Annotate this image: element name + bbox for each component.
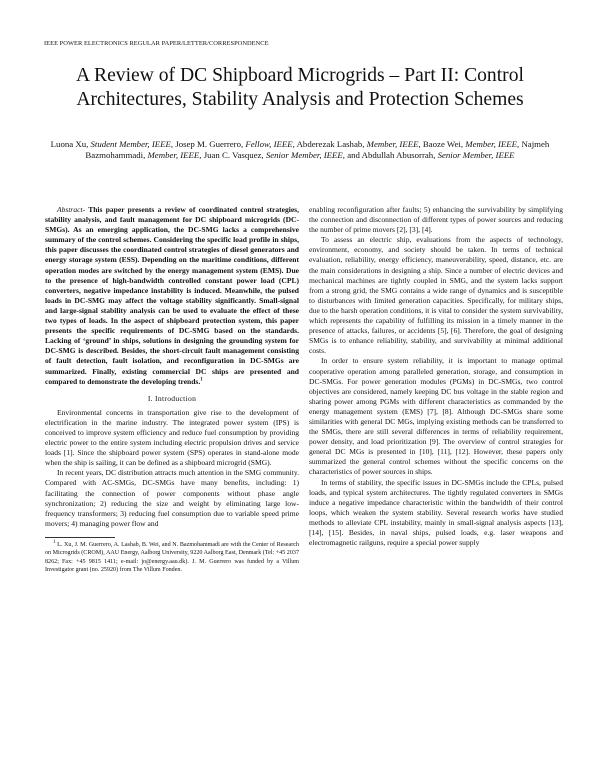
author-role: Fellow, IEEE [245,139,293,149]
abstract-text: This paper presents a review of coordinated control strategies, stability analysis, and fault management for DC shipboard microgrids (DC-SMGs). As an emerging application, the DC-SMG lacks a comprehensive summary of the control schemes. Considering the specific load profile in ships, this paper discusses the coordinated control strategies of diesel generators and energy storage system (ESS). Depending on the maritime conditions, different operation modes are switched by the energy management system (EMS). Due to the presence of high-bandwidth controlled constant power load (CPL) converters, negative impedance instability is induced. Meanwhile, the pulsed loads in DC-SMG may affect the voltage stability significantly. Small-signal and large-signal stability analysis can be used to evaluate the effect of these two types of loads. In the aspect of shipboard protection system, this paper presents the specific requirements of DC-SMG based on the standards. Lacking of ‘ground’ in ships, solutions in designing the grounding system for DC-SMG is described. Besides, the short-circuit fault management consisting of fault detection, fault isolation, and reconfiguration in DC-SMGs are summarized. Finally, existing commercial DC ships are presented and compared to demonstrate the developing trends. [45,205,299,386]
author-name: Josep M. Guerrero, [175,139,244,149]
footnote-marker: 1 [200,377,203,383]
right-column [309,205,563,548]
left-column [45,205,299,574]
author-list: Luona Xu, Student Member, IEEE, Josep M. Guerrero, Fellow, IEEE, Abderezak Lashab, Member, IEEE, Baoze Wei, Member, IEEE, Najmeh Bazmohammadi, Member, IEEE, Juan C. Vasquez, Senior Member, IEEE, and Abdullah Abusorrah, Senior Member, IEEE [50,139,550,161]
paragraph: In terms of stability, the specific issues in DC-SMGs include the CPLs, pulsed loads, and typical system architectures. The tightly regulated converters in SMGs induce a negative impedance characteristic within the bandwidth of their control loops, which weaken the system stability. Several research works have studied methods to alleviate CPL instability, mainly in small-signal analysis aspects [13], [14], [15]. Besides, in naval ships, pulsed loads, e.g. laser weapons and electromagnetic railguns, require a special power supply [309,477,563,548]
running-head: IEEE POWER ELECTRONICS REGULAR PAPER/LETTER/CORRESPONDENCE [44,40,269,47]
author-name: and Abdullah Abusorrah, [347,150,436,161]
author-role: Student Member, IEEE [90,139,171,149]
author-name: Juan C. Vasquez, [203,150,264,161]
footnote-divider [45,537,115,538]
paragraph: In order to ensure system reliability, it is important to manage optimal cooperative operation among paralleled generation, storage, and consumption in DC-SMGs. For power generation modules (PGMs) in DC-SMGs, two control objectives are considered, namely keeping DC bus voltage in the stable region and sharing power among PGMs with different characteristics as commanded by the energy management system (EMS) [7], [8]. Although DC-SMGs share some similarities with general DC MGs, implying existing methods can be transferred to the SMGs, there are still several differences in terms of reliability requirement, power density, and load prioritization [9]. The overview of control strategies for general DC MGs is presented in [10], [11], [12]. However, these papers only summarized the general control schemes without the specific concerns on the characteristics of power sources in ships. [309,356,563,477]
author-role: Senior Member, IEEE [265,150,343,161]
paragraph: Environmental concerns in transportation give rise to the development of electrification in the marine industry. The integrated power system (IPS) is conceived to improve system efficiency and reduce fuel consumption by providing electric power to the entire system including electric propulsion drives and service loads [1]. Since the shipboard power system (SPS) operates in stand-alone mode when the ship is sailing, it can be defined as a shipboard microgrid (SMG). [45,407,299,468]
footnote-number: 1 [53,539,56,545]
paragraph: To assess an electric ship, evaluations from the aspects of technology, environment, economy, and society should be taken. In terms of technical evaluation, reliability, energy efficiency, maneuverability, speed, distance, etc. are the main considerations in designing a ship. Since a number of electric devices and mechanical machines are tightly coupled in SMG, and the system lacks support from a strong grid, the SMG contains a wide range of dynamics and is susceptible to disturbances with limited generation capacities. Specifically, for military ships, due to the harsh operation conditions, it is vital to consider the system survivability, which represents the capability of fulfilling its mission in a timely manner in the presence of attacks, failures, or accidents [5], [6]. Therefore, the goal of designing SMGs is to enhance reliability, stability, and survivability at minimal additional costs. [309,235,563,356]
footnote-text: L. Xu, J. M. Guerrero, A. Lashab, B. Wei, and N. Bazmohammadi are with the Center of Research on Microgrids (CROM), AAU Energy, Aalborg University, 9220 Aalborg East, Denmark (Tel: +45 2037 8262; Fax: +45 9815 1411; e-mail: jo@energy.aau.dk). J. M. Guerrero was funded by a Villum Investigator grant (no. 25920) from The Villum Fonden. [45,541,299,573]
author-name: Abderezak Lashab, [296,139,365,149]
author-name: Luona Xu, [50,139,89,149]
paragraph: In recent years, DC distribution attracts much attention in the SMG community. Compared with AC-SMGs, DC-SMGs have many benefits, including: 1) facilitating the connection of power components without phase angle synchronization; 2) reducing the size and weight by eliminating large low-frequency transformers; 3) reducing fuel consumption due to variable speed prime movers; 4) managing power flow and [45,468,299,528]
author-role: Member, IEEE [366,139,419,149]
abstract-label: Abstract- [57,205,86,214]
abstract [45,205,299,387]
author-role: Member, IEEE [147,150,200,161]
author-name: Baoze Wei, [422,139,464,149]
paper-title: A Review of DC Shipboard Microgrids – Part II: Control Architectures, Stability Analysis and Protection Schemes [76,65,524,110]
author-name: Najmeh Bazmohammadi, [85,139,550,161]
author-role: Senior Member, IEEE [437,150,515,161]
footnote [45,541,299,574]
author-role: Member, IEEE [465,139,518,149]
section-heading-introduction: I. Introduction [147,393,197,403]
paragraph: enabling reconfiguration after faults; 5) enhancing the survivability by simplifying the connection and disconnection of different types of power sources and reducing the number of prime movers [2], [3], [4]. [309,205,563,235]
